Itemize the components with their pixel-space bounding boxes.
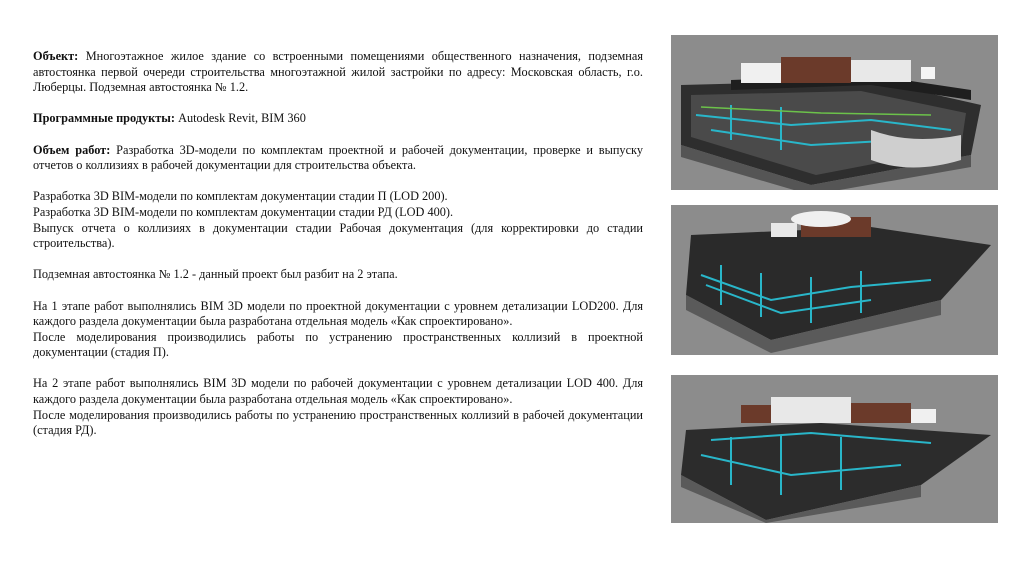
- scope-text: Разработка 3D-модели по комплектам проектной и рабочей документации, проверке и выпуску отчетов о коллизиях в рабочей документации для строительства объекта.: [33, 142, 643, 173]
- description-text: [33, 49, 643, 454]
- software-text: Autodesk Revit, BIM 360: [178, 111, 306, 126]
- scope-label: Объем работ:: [33, 142, 111, 157]
- object-paragraph: [33, 49, 643, 96]
- stage1-line: После моделирования производились работы по устранению пространственных коллизий в проектной документации (стадия П).: [33, 329, 643, 360]
- tasks-paragraph: [33, 189, 643, 251]
- task-item: Выпуск отчета о коллизиях в документации стадии Рабочая документация (для корректировки до стадии строительства).: [33, 220, 643, 251]
- model-render-1: [671, 35, 998, 190]
- software-paragraph: [33, 111, 643, 127]
- task-item: Разработка 3D BIM-модели по комплектам документации стадии П (LOD 200).: [33, 189, 448, 204]
- stage1-line: На 1 этапе работ выполнялись BIM 3D модели по проектной документации с уровнем детализации LOD200. Для каждого раздела документации была разработана отдельная модель «Как спроектировано».: [33, 298, 643, 329]
- software-label: Программные продукты:: [33, 111, 176, 126]
- stage2-line: После моделирования производились работы по устранению пространственных коллизий в рабочей документации (стадия РД).: [33, 407, 643, 438]
- stage2-paragraph: [33, 376, 643, 438]
- stage1-paragraph: [33, 299, 643, 361]
- object-text: Многоэтажное жилое здание со встроенными помещениями общественного назначения, подземная автостоянка первой очереди строительства многоэтажной жилой застройки по адресу: Московская область, г.о. Люберцы. Подземная автостоянка № 1.2.: [33, 49, 643, 95]
- task-item: Разработка 3D BIM-модели по комплектам документации стадии РД (LOD 400).: [33, 204, 454, 219]
- scope-paragraph: [33, 143, 643, 174]
- stage2-line: На 2 этапе работ выполнялись BIM 3D модели по рабочей документации с уровнем детализации LOD 400. Для каждого раздела документации была разработана отдельная модель «Как спроектировано».: [33, 376, 643, 407]
- object-label: Объект:: [33, 49, 79, 63]
- model-render-3: [671, 375, 998, 523]
- model-render-2: [671, 205, 998, 355]
- stages-intro: Подземная автостоянка № 1.2 - данный проект был разбит на 2 этапа.: [33, 267, 398, 282]
